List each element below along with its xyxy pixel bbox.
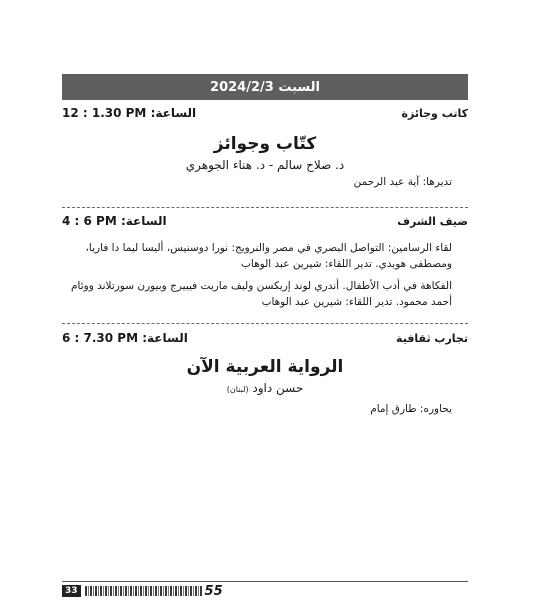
session-speaker xyxy=(62,381,468,395)
fair-banner-logo xyxy=(85,585,223,597)
session-moderator: تديرها: آية عبد الرحمن xyxy=(353,176,452,188)
footer-rule xyxy=(62,581,468,582)
session-category: كاتب وجائزة xyxy=(401,107,468,120)
page-number: 33 xyxy=(62,585,81,597)
time-label: الساعة: xyxy=(120,214,167,228)
session-paragraph: الفكاهة في أدب الأطفال. أندري لوند إريكسن وليف ماريت فيبيرج وبيورن سورتلاند ووئام أحمد محمود. تدير اللقاء: شيرين عبد الوهاب xyxy=(71,280,452,308)
session-cultural-experiences xyxy=(62,331,468,415)
session-header xyxy=(62,106,468,124)
session-time xyxy=(62,331,188,345)
session-category: تجارب ثقافية xyxy=(396,332,468,345)
session-book-award xyxy=(62,106,468,188)
date-bar xyxy=(62,74,468,100)
fair-name-graphic xyxy=(85,586,203,596)
session-guest-of-honor xyxy=(62,214,468,310)
time-label: الساعة: xyxy=(150,106,197,120)
session-title: كتّاب وجوائز xyxy=(213,134,317,154)
time-label: الساعة: xyxy=(142,331,188,345)
edition-number: 55 xyxy=(204,583,223,599)
session-time xyxy=(62,214,167,228)
footer xyxy=(62,584,223,598)
session-moderator: يحاوره: طارق إمام xyxy=(370,403,452,415)
speaker-country: (لبنان) xyxy=(226,385,249,394)
time-value: 4 : 6 PM xyxy=(62,214,117,228)
speaker-name: حسن داود xyxy=(252,381,304,395)
session-paragraph: لقاء الرسامين: التواصل البصري في مصر والنرويج: نورا دوسنيس، أليسا ليما دا فاريا، ومصطفى هويدي. تدير اللقاء: شيرين عبد الوهاب xyxy=(85,242,452,270)
time-value: 12 : 1.30 PM xyxy=(62,106,147,120)
section-divider xyxy=(62,323,468,324)
session-speakers: د. صلاح سالم - د. هناء الجوهري xyxy=(185,158,345,172)
session-title: الرواية العربية الآن xyxy=(186,357,344,377)
time-value: 6 : 7.30 PM xyxy=(62,331,139,345)
date-label: السبت 2024/2/3 xyxy=(210,79,320,95)
session-header xyxy=(62,214,468,232)
session-time xyxy=(62,106,196,120)
session-category: ضيف الشرف xyxy=(397,215,468,228)
session-header xyxy=(62,331,468,349)
section-divider xyxy=(62,207,468,208)
